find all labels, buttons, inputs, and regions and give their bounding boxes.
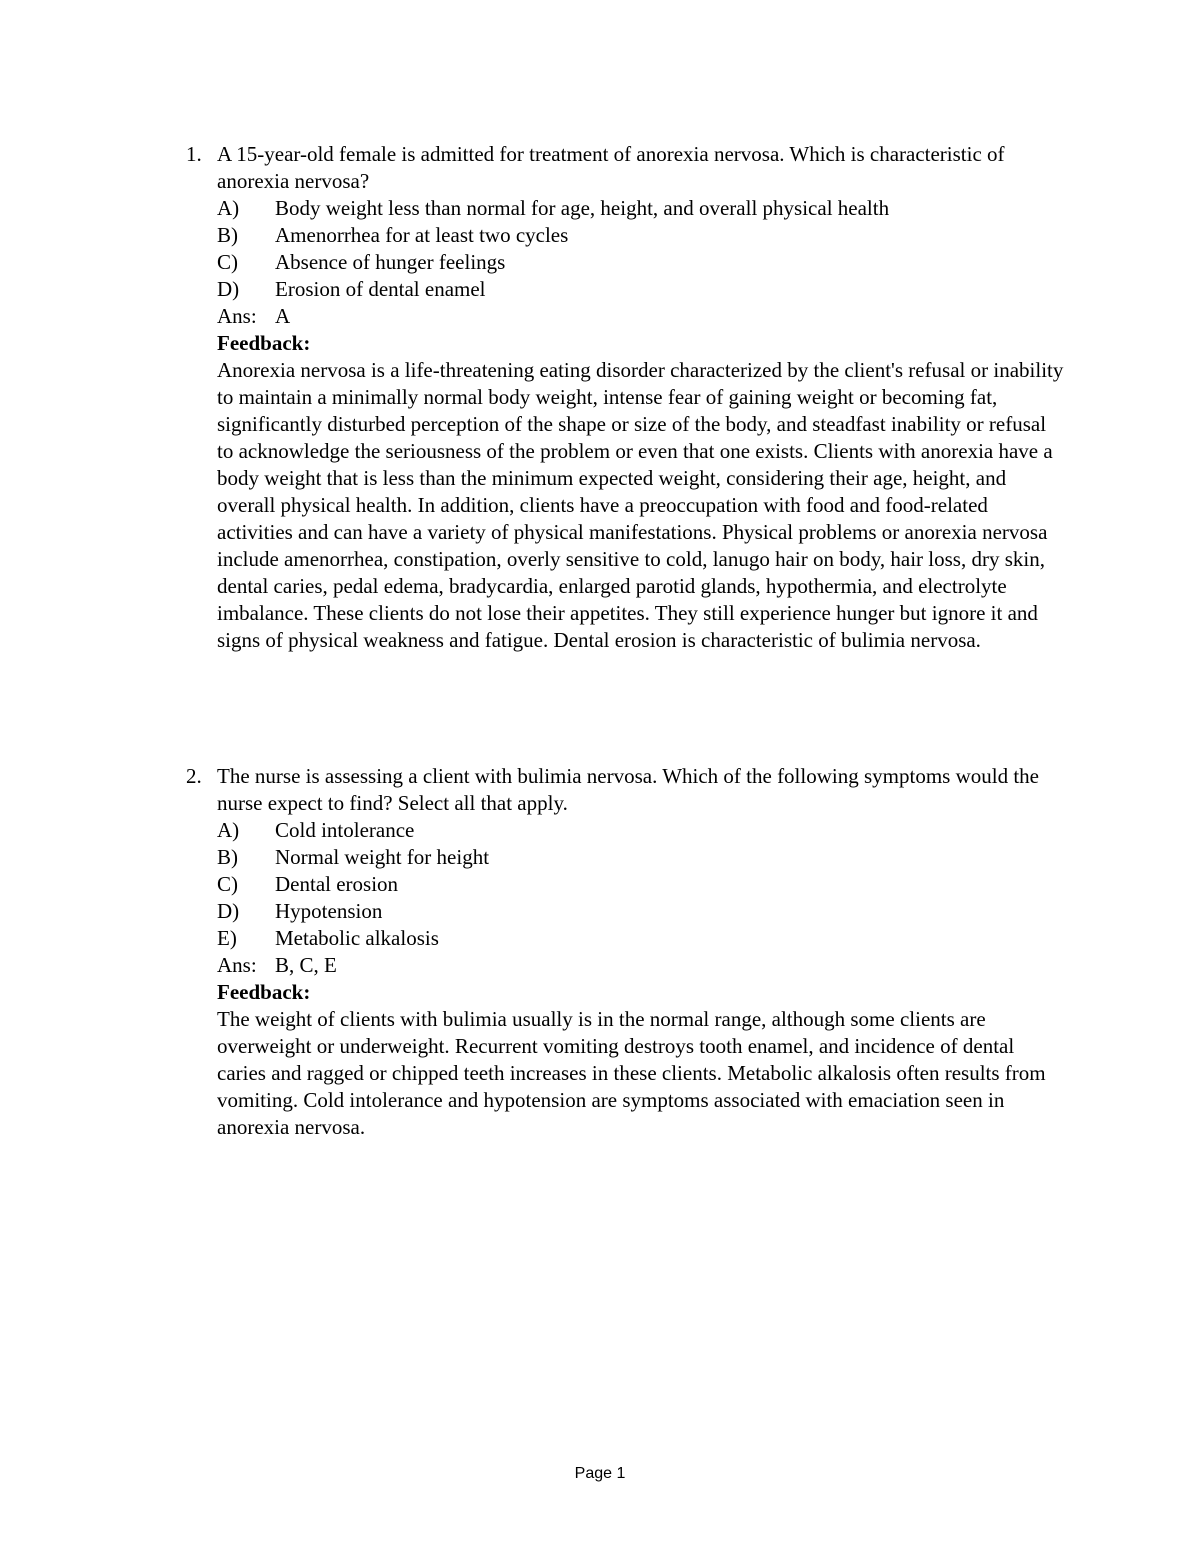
option-text: Absence of hunger feelings: [275, 250, 506, 274]
question-stem: A 15-year-old female is admitted for treatment of anorexia nervosa. Which is characteristic of anorexia nervosa?: [217, 142, 1005, 193]
feedback-text: Anorexia nervosa is a life-threatening eating disorder characterized by the client's refusal or inability to maintain a minimally normal body weight, intense fear of gaining weight or becoming fat, significantly disturbed perception of the shape or size of the body, and steadfast inability or refusal to acknowledge the seriousness of the problem or even that one exists. Clients with anorexia have a body weight that is less than the minimum expected weight, considering their age, height, and overall physical health. In addition, clients have a preoccupation with food and food-related activities and can have a variety of physical manifestations. Physical problems or anorexia nervosa include amenorrhea, constipation, overly sensitive to cold, lanugo hair on body, hair loss, dry skin, dental caries, pedal edema, bradycardia, enlarged parotid glands, hypothermia, and electrolyte imbalance. These clients do not lose their appetites. They still experience hunger but ignore it and signs of physical weakness and fatigue. Dental erosion is characteristic of bulimia nervosa.: [217, 358, 1064, 652]
answer-option: [217, 871, 1066, 898]
question-2: [186, 763, 1066, 1141]
question-stem: The nurse is assessing a client with bulimia nervosa. Which of the following symptoms would the nurse expect to find? Select all that apply.: [217, 764, 1039, 815]
feedback-text: The weight of clients with bulimia usually is in the normal range, although some clients are overweight or underweight. Recurrent vomiting destroys tooth enamel, and incidence of dental caries and ragged or chipped teeth increases in these clients. Metabolic alkalosis often results from vomiting. Cold intolerance and hypotension are symptoms associated with emaciation seen in anorexia nervosa.: [217, 1007, 1046, 1139]
option-text: Metabolic alkalosis: [275, 926, 439, 950]
option-text: Dental erosion: [275, 872, 399, 896]
feedback-label: Feedback:: [217, 331, 311, 355]
answer-option: [217, 249, 1066, 276]
answer-option: [217, 844, 1066, 871]
answer-option: [217, 195, 1066, 222]
answer-option: [217, 817, 1066, 844]
option-letter: A): [217, 818, 240, 842]
option-text: Amenorrhea for at least two cycles: [275, 223, 569, 247]
answer-value: B, C, E: [275, 953, 337, 977]
option-letter: B): [217, 845, 238, 869]
option-letter: E): [217, 926, 237, 950]
option-letter: A): [217, 196, 240, 220]
option-letter: D): [217, 277, 240, 301]
answer-label: Ans:: [217, 953, 257, 977]
answer-value: A: [275, 304, 291, 328]
answer-line: [217, 952, 1066, 979]
option-letter: B): [217, 223, 238, 247]
option-text: Hypotension: [275, 899, 383, 923]
question-number: 1.: [186, 142, 202, 166]
answer-line: [217, 303, 1066, 330]
answer-option: [217, 925, 1066, 952]
answer-option: [217, 276, 1066, 303]
answer-option: [217, 898, 1066, 925]
option-text: Normal weight for height: [275, 845, 490, 869]
page-number: Page 1: [574, 1465, 626, 1482]
question-1: [186, 141, 1066, 654]
option-text: Erosion of dental enamel: [275, 277, 486, 301]
option-text: Body weight less than normal for age, height, and overall physical health: [275, 196, 890, 220]
option-letter: C): [217, 872, 238, 896]
option-letter: C): [217, 250, 238, 274]
option-text: Cold intolerance: [275, 818, 415, 842]
feedback-label: Feedback:: [217, 980, 311, 1004]
option-letter: D): [217, 899, 240, 923]
answer-option: [217, 222, 1066, 249]
question-number: 2.: [186, 764, 202, 788]
answer-label: Ans:: [217, 304, 257, 328]
